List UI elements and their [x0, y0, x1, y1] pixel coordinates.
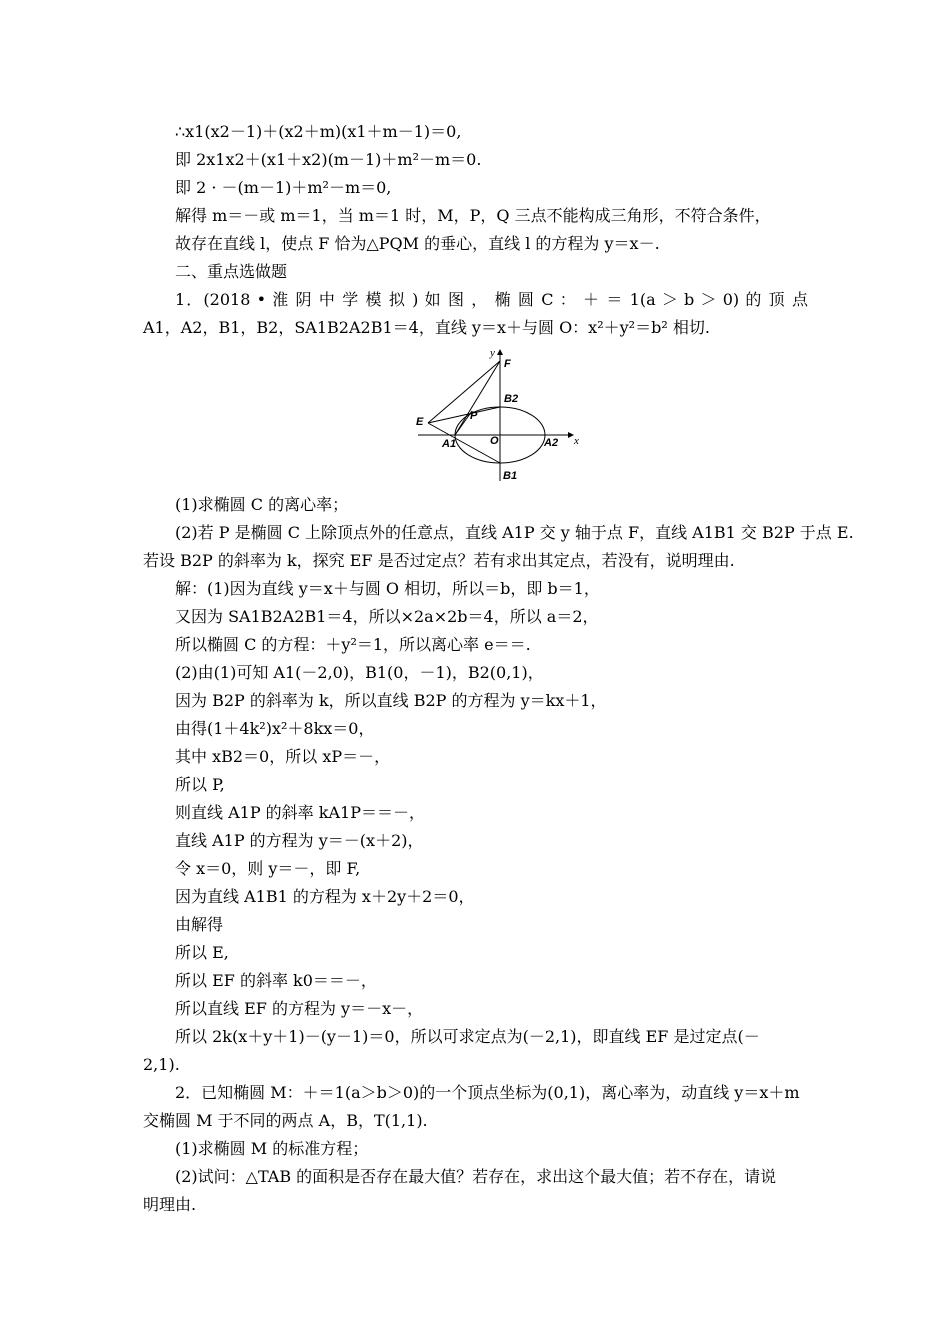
solution-line-10: 直线 A1P 的方程为 y＝－(x＋2)，	[175, 831, 424, 850]
y-axis-arrow	[497, 349, 503, 355]
solution-line-7: 其中 xB2＝0，所以 xP＝－，	[175, 747, 391, 766]
label-A1: A1	[442, 438, 457, 450]
solution-line-14: 所以 E,	[175, 943, 229, 962]
solution-line-17: 所以 2k(x＋y＋1)－(y－1)＝0，所以可求定点为(－2,1)，即直线 EF 是过定点(－	[175, 1027, 760, 1046]
solution-line-4: (2)由(1)可知 A1(－2,0)，B1(0，－1)，B2(0,1)，	[175, 663, 544, 682]
text-line-5: 故存在直线 l，使点 F 恰为△PQM 的垂心，直线 l 的方程为 y＝x－.	[175, 234, 660, 253]
problem-1-statement-cont: A1，A2，B1，B2，SA1B2A2B1＝4，直线 y＝x＋与圆 O：x²＋y²＝b² 相切.	[143, 318, 710, 337]
text-line-3: 即 2 · －(m－1)＋m²－m＝0,	[175, 178, 392, 197]
label-B1: B1	[503, 470, 518, 482]
solution-line-9: 则直线 A1P 的斜率 kA1P＝＝－，	[175, 803, 425, 822]
line-A1F	[455, 361, 500, 435]
solution-line-15: 所以 EF 的斜率 k0＝＝－，	[175, 971, 377, 990]
question-2-part-2: (2)试问：△TAB 的面积是否存在最大值？若存在，求出这个最大值；若不存在，请说	[175, 1167, 777, 1186]
label-x: x	[574, 435, 579, 447]
solution-line-8: 所以 P,	[175, 775, 225, 794]
question-1-part-2-cont: 若设 B2P 的斜率为 k，探究 EF 是否过定点？若有求出其定点，若没有，说明理由.	[143, 551, 735, 570]
solution-line-3: 所以椭圆 C 的方程：＋y²＝1，所以离心率 e＝＝.	[175, 635, 531, 654]
solution-line-1: 解：(1)因为直线 y＝x＋与圆 O 相切，所以＝b，即 b＝1，	[175, 579, 600, 598]
ellipse-figure	[410, 345, 578, 485]
question-2-part-1: (1)求椭圆 M 的标准方程；	[175, 1139, 369, 1158]
label-O: O	[490, 435, 499, 447]
solution-line-5: 因为 B2P 的斜率为 k，所以直线 B2P 的方程为 y＝kx＋1，	[175, 691, 607, 710]
section-heading: 二、重点选做题	[175, 262, 288, 281]
solution-line-13: 由解得	[175, 915, 224, 934]
solution-line-16: 所以直线 EF 的方程为 y＝－x－，	[175, 999, 424, 1018]
question-2-part-2-cont: 明理由.	[143, 1195, 197, 1214]
label-F: F	[504, 358, 511, 370]
question-1-part-1: (1)求椭圆 C 的离心率；	[175, 495, 349, 514]
problem-1-statement: 1．(2018 • 淮 阴 中 学 模 拟 ) 如 图 ， 椭 圆 C ： ＋ ＝ 1(a ＞ b ＞ 0) 的 顶 点	[175, 290, 808, 309]
label-P: P	[470, 410, 478, 422]
solution-line-11: 令 x＝0，则 y＝－，即 F,	[175, 859, 361, 878]
label-A2: A2	[544, 437, 559, 449]
problem-2-statement-cont: 交椭圆 M 于不同的两点 A，B，T(1,1).	[143, 1111, 428, 1130]
solution-line-18: 2,1).	[143, 1055, 180, 1074]
label-E: E	[416, 416, 424, 428]
text-line-2: 即 2x1x2＋(x1＋x2)(m－1)＋m²－m＝0.	[175, 150, 482, 169]
question-1-part-2: (2)若 P 是椭圆 C 上除顶点外的任意点，直线 A1P 交 y 轴于点 F，直线 A1B1 交 B2P 于点 E.	[175, 523, 854, 542]
ellipse-diagram	[410, 345, 578, 485]
text-line-1: ∴x1(x2－1)＋(x2＋m)(x1＋m－1)＝0,	[175, 122, 462, 141]
label-y: y	[490, 347, 495, 359]
solution-line-6: 由得(1＋4k²)x²＋8kx＝0，	[175, 719, 375, 738]
problem-2-statement: 2．已知椭圆 M：＋＝1(a＞b＞0)的一个顶点坐标为(0,1)，离心率为，动直线 y＝x＋m	[175, 1083, 800, 1102]
solution-line-2: 又因为 SA1B2A2B1＝4，所以×2a×2b＝4，所以 a＝2，	[175, 607, 599, 626]
label-B2: B2	[504, 393, 519, 405]
text-line-4: 解得 m＝－或 m＝1，当 m＝1 时，M，P，Q 三点不能构成三角形，不符合条件，	[175, 206, 771, 225]
solution-line-12: 因为直线 A1B1 的方程为 x＋2y＋2＝0，	[175, 887, 475, 906]
line-EF	[428, 361, 500, 423]
